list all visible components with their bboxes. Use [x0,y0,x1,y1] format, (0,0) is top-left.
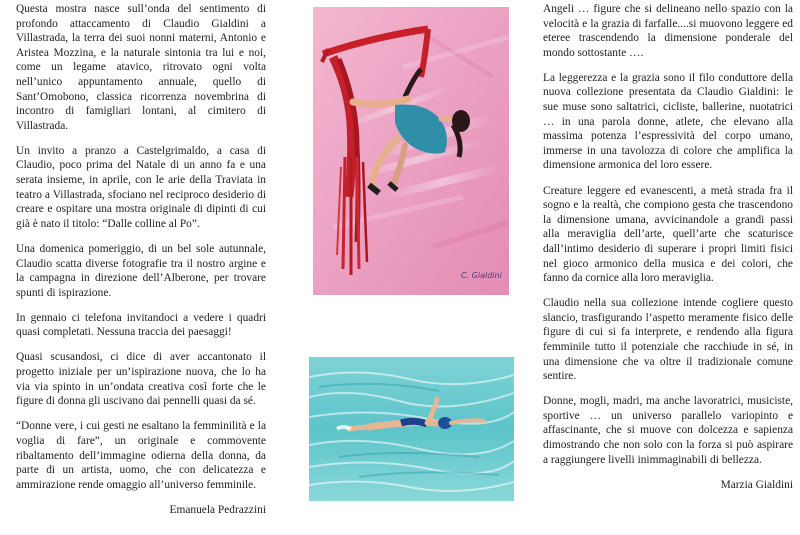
left-paragraph-4: In gennaio ci telefona invitandoci a vedere i quadri quasi completati. Nessuna traccia dei paesaggi! [16,311,266,339]
left-paragraph-5: Quasi scusandosi, ci dice di aver accantonato il progetto iniziale per un’ispirazione nuova, che lo ha via via spinto in un’ondata creativa così forte che le figure di donna gli uscivano dai pennelli quasi da sé. [16,351,266,408]
aerial-silk-painting-icon [313,7,509,295]
left-paragraph-6: “Donne vere, i cui gesti ne esaltano la femminilità e la voglia di fare”, un originale e commovente ribaltamento dell’immagine odierna della donna, da parte di un artista, uomo, che con delicatezza e ammirazione rende omaggio all’universo femminile. [16,420,266,491]
right-signature: Marzia Gialdini [720,478,793,491]
painting-signature: C. Gialdini [461,271,502,280]
swimmer-painting-icon [309,357,514,501]
right-text-column [543,2,793,503]
left-text-column [16,2,266,528]
left-paragraph-2: Un invito a pranzo a Castelgrimaldo, a casa di Claudio, poco prima del Natale di un anno fa e una serata insieme, in aprile, con le arie della Traviata in teatro a Villastrada, sfociano nel reciproco desiderio di creare e ospitare una mostra originale di dipinti di cui già è nato il titolo: “Dalle colline al Po”. [16,144,266,230]
right-paragraph-2: La leggerezza e la grazia sono il filo conduttore della nuova collezione presentata da Claudio Gialdini: le sue muse sono saltatrici, cicliste, ballerine, nuotatrici … in una parola donne, atlete, che elevano alla massima potenza l’espressività del corpo umano, immerse in una tavolozza di colore che amplifica la dimensione armonica del loro essere. [543,71,793,172]
left-paragraph-3: Una domenica pomeriggio, di un bel sole autunnale, Claudio scatta diverse fotografie tra il nostro argine e la campagna in direzione dell’Alberone, per trovare spunti di ispirazione. [16,242,266,299]
right-paragraph-4: Claudio nella sua collezione intende cogliere questo slancio, trasfigurando l’aspetto meramente fisico delle figure di cui si fa interprete, e rendendo alla figura femminile tutto il potenziale che racchiude in sé, in una dimensione che va oltre il tradizionale comune sentire. [543,297,793,383]
left-signature: Emanuela Pedrazzini [169,503,266,516]
right-paragraph-3: Creature leggere ed evanescenti, a metà strada fra il sogno e la realtà, che compiono gesta che trascendono la dimensione umana, avvicinandole a grandi passi alla meraviglia dell’arte, quell’arte che scaturisce dall’intimo desiderio di superare i propri limiti fisici nel gioco armonico della musica e dei colori, che fanno da cornice alla loro meraviglia. [543,184,793,285]
left-paragraph-1: Questa mostra nasce sull’onda del sentimento di profondo attaccamento di Claudio Gialdini a Villastrada, la terra dei suoi nonni materni, Antonio e Aristea Mozzina, e la naturale sintonia tra lui e noi, come un legame atavico, ritrovato ogni volta nell’unico appuntamento annuale, quello di Sant’Omobono, classica ricorrenza novembrina di incontro di famigliari lontani, al cimitero di Villastrada. [16,3,266,132]
right-paragraph-5: Donne, mogli, madri, ma anche lavoratrici, musiciste, sportive … un universo parallelo variopinto e affascinante, che si muove con dolcezza e sapienza dimostrando che non solo con la forza si può aspirare a raggiungere livelli inimmaginabili di bellezza. [543,395,793,466]
right-paragraph-1: Angeli … figure che si delineano nello spazio con la velocità e la grazia di farfalle....si muovono leggere ed eteree trascendendo la dimensione ponderale del mondo sottostante …. [543,3,793,59]
